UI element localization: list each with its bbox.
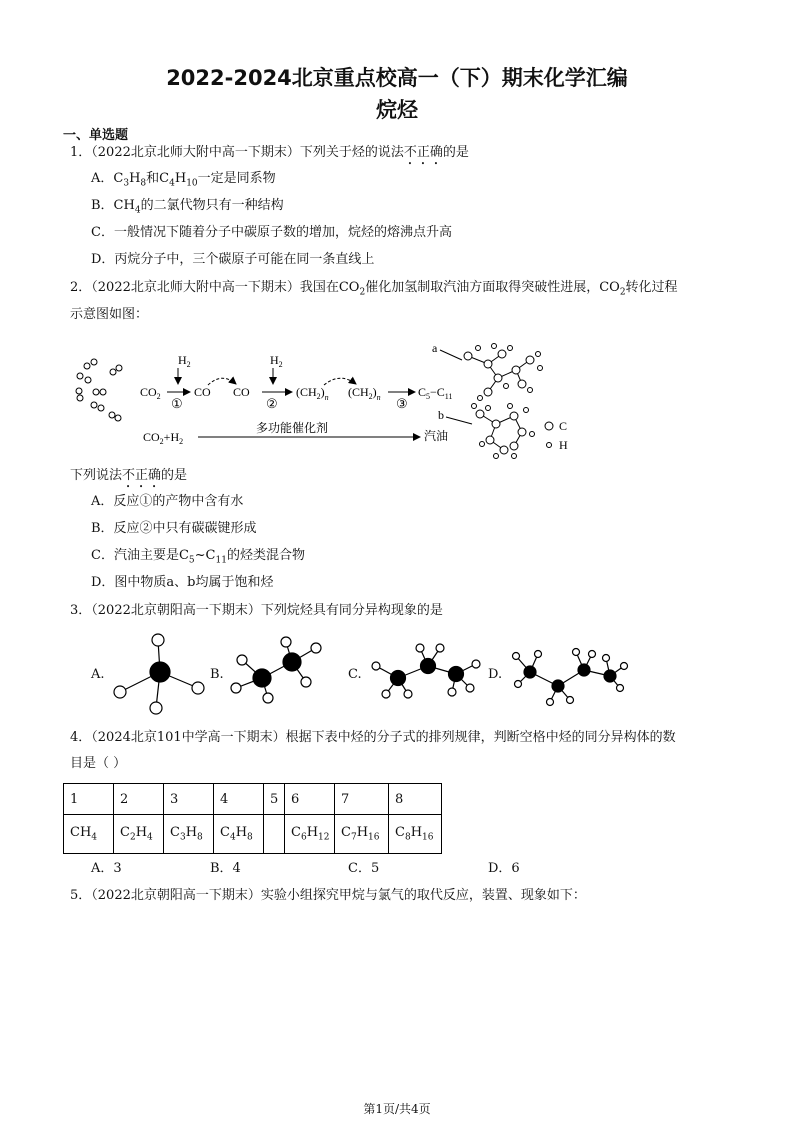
section-heading: 一、单选题	[63, 128, 129, 143]
h2-label-1: $H_2$	[178, 353, 191, 369]
q2-stem-line1: 2．（2022北京北师大附中高一下期末）我国在$CO_2$催化加氢制取汽油方面取得突破性进展，$CO_2$转化过程	[70, 280, 678, 298]
molecule-b-label: b	[438, 408, 444, 422]
q4-option-d[interactable]: D．6	[488, 861, 520, 876]
pointer-a	[440, 350, 462, 360]
co2-label: $CO_2$	[140, 385, 161, 401]
step-2-label: ②	[266, 396, 278, 411]
table-cell: $C_4H_8$	[214, 815, 264, 854]
table-cell: $C_2H_4$	[114, 815, 164, 854]
dashed-arrow-1	[208, 378, 236, 385]
co2-conversion-diagram	[70, 340, 610, 460]
q4-stem-line1: 4．（2024北京101中学高一下期末）根据下表中烃的分子式的排列规律，判断空格中烃的同分异构体的数	[70, 730, 676, 745]
table-cell: 4	[214, 784, 264, 815]
q1-option-d[interactable]: D．丙烷分子中，三个碳原子可能在同一条直线上	[91, 252, 375, 267]
q3-option-c-label[interactable]: C.	[348, 667, 362, 682]
q2-question: 下列说法不正确的是	[70, 468, 188, 483]
molecule-b	[472, 404, 535, 459]
legend-c-circle	[545, 422, 553, 430]
table-header-row	[64, 784, 442, 815]
co-label-1: CO	[194, 385, 211, 399]
table-cell-blank	[264, 815, 285, 854]
molecule-a	[464, 344, 543, 401]
molecule-cluster	[76, 359, 122, 421]
h2-label-2: $H_2$	[270, 353, 283, 369]
table-cell: 5	[264, 784, 285, 815]
step-1-label: ①	[171, 396, 183, 411]
table-cell: 7	[335, 784, 389, 815]
model-a	[114, 634, 204, 714]
ch2-label-2: $(CH_2)_n$	[348, 385, 381, 402]
q4-option-b[interactable]: B．4	[210, 861, 241, 876]
page-number: 第1页/共4页	[363, 1102, 431, 1116]
q1-option-a[interactable]: A．$C_3H_8$和$C_4H_{10}$一定是同系物	[91, 171, 276, 189]
table-cell: $CH_4$	[64, 815, 114, 854]
co2-h2-label: $CO_2+H_2$	[143, 430, 184, 446]
step-3-label: ③	[396, 396, 408, 411]
co-label-2: CO	[233, 385, 250, 399]
q1-stem: 1．（2022北京北师大附中高一下期末）下列关于烃的说法不正确的是	[70, 145, 469, 160]
table-cell: 8	[389, 784, 442, 815]
dashed-arrow-2	[324, 378, 356, 385]
q2-option-a[interactable]: A．反应①的产物中含有水	[91, 494, 244, 509]
table-cell: 1	[64, 784, 114, 815]
q2-option-d[interactable]: D．图中物质a、b均属于饱和烃	[91, 575, 274, 590]
q3-molecule-models	[110, 630, 640, 720]
q4-option-a[interactable]: A．3	[91, 861, 122, 876]
q1-option-b[interactable]: B．$CH_4$的二氯代物只有一种结构	[91, 198, 284, 216]
q3-option-a-label[interactable]: A.	[91, 667, 105, 682]
page-subtitle: 烷烃	[376, 98, 418, 122]
ch2-label-1: $(CH_2)_n$	[296, 385, 329, 402]
q3-option-d-label[interactable]: D.	[488, 667, 503, 682]
table-cell: 2	[114, 784, 164, 815]
q2-option-c[interactable]: C．汽油主要是$C_5\sim C_{11}$的烃类混合物	[91, 548, 305, 566]
catalyst-label: 多功能催化剂	[256, 421, 329, 435]
q2-option-b[interactable]: B．反应②中只有碳碳键形成	[91, 521, 257, 536]
q2-stem-line2: 示意图如图：	[70, 307, 149, 322]
model-b	[231, 637, 321, 703]
table-formula-row	[64, 815, 442, 854]
table-cell: $C_7H_{16}$	[335, 815, 389, 854]
legend-h-label: H	[559, 438, 568, 452]
page-title: 2022-2024北京重点校高一（下）期末化学汇编	[166, 66, 628, 90]
table-cell: 3	[164, 784, 214, 815]
q1-option-c[interactable]: C．一般情况下随着分子中碳原子数的增加，烷烃的熔沸点升高	[91, 225, 452, 240]
gasoline-label: 汽油	[424, 429, 449, 443]
q3-stem: 3．（2022北京朝阳高一下期末）下列烷烃具有同分异构现象的是	[70, 603, 443, 618]
table-cell: $C_3H_8$	[164, 815, 214, 854]
model-c	[372, 644, 480, 698]
q4-option-c[interactable]: C．5	[348, 861, 380, 876]
pointer-b	[446, 417, 472, 424]
legend-c-label: C	[559, 419, 568, 433]
model-d	[513, 649, 628, 706]
q3-option-b-label[interactable]: B.	[210, 667, 224, 682]
molecule-a-label: a	[432, 341, 438, 355]
c5-c11-label: $C_5-C_{11}$	[418, 385, 453, 401]
q4-formula-table	[63, 783, 442, 854]
table-cell: $C_6H_{12}$	[285, 815, 335, 854]
table-cell: 6	[285, 784, 335, 815]
legend-h-circle	[547, 443, 552, 448]
table-cell: $C_8H_{16}$	[389, 815, 442, 854]
q5-stem: 5．（2022北京朝阳高一下期末）实验小组探究甲烷与氯气的取代反应，装置、现象如下：	[70, 888, 586, 903]
q4-stem-line2: 目是（ ）	[70, 756, 127, 771]
